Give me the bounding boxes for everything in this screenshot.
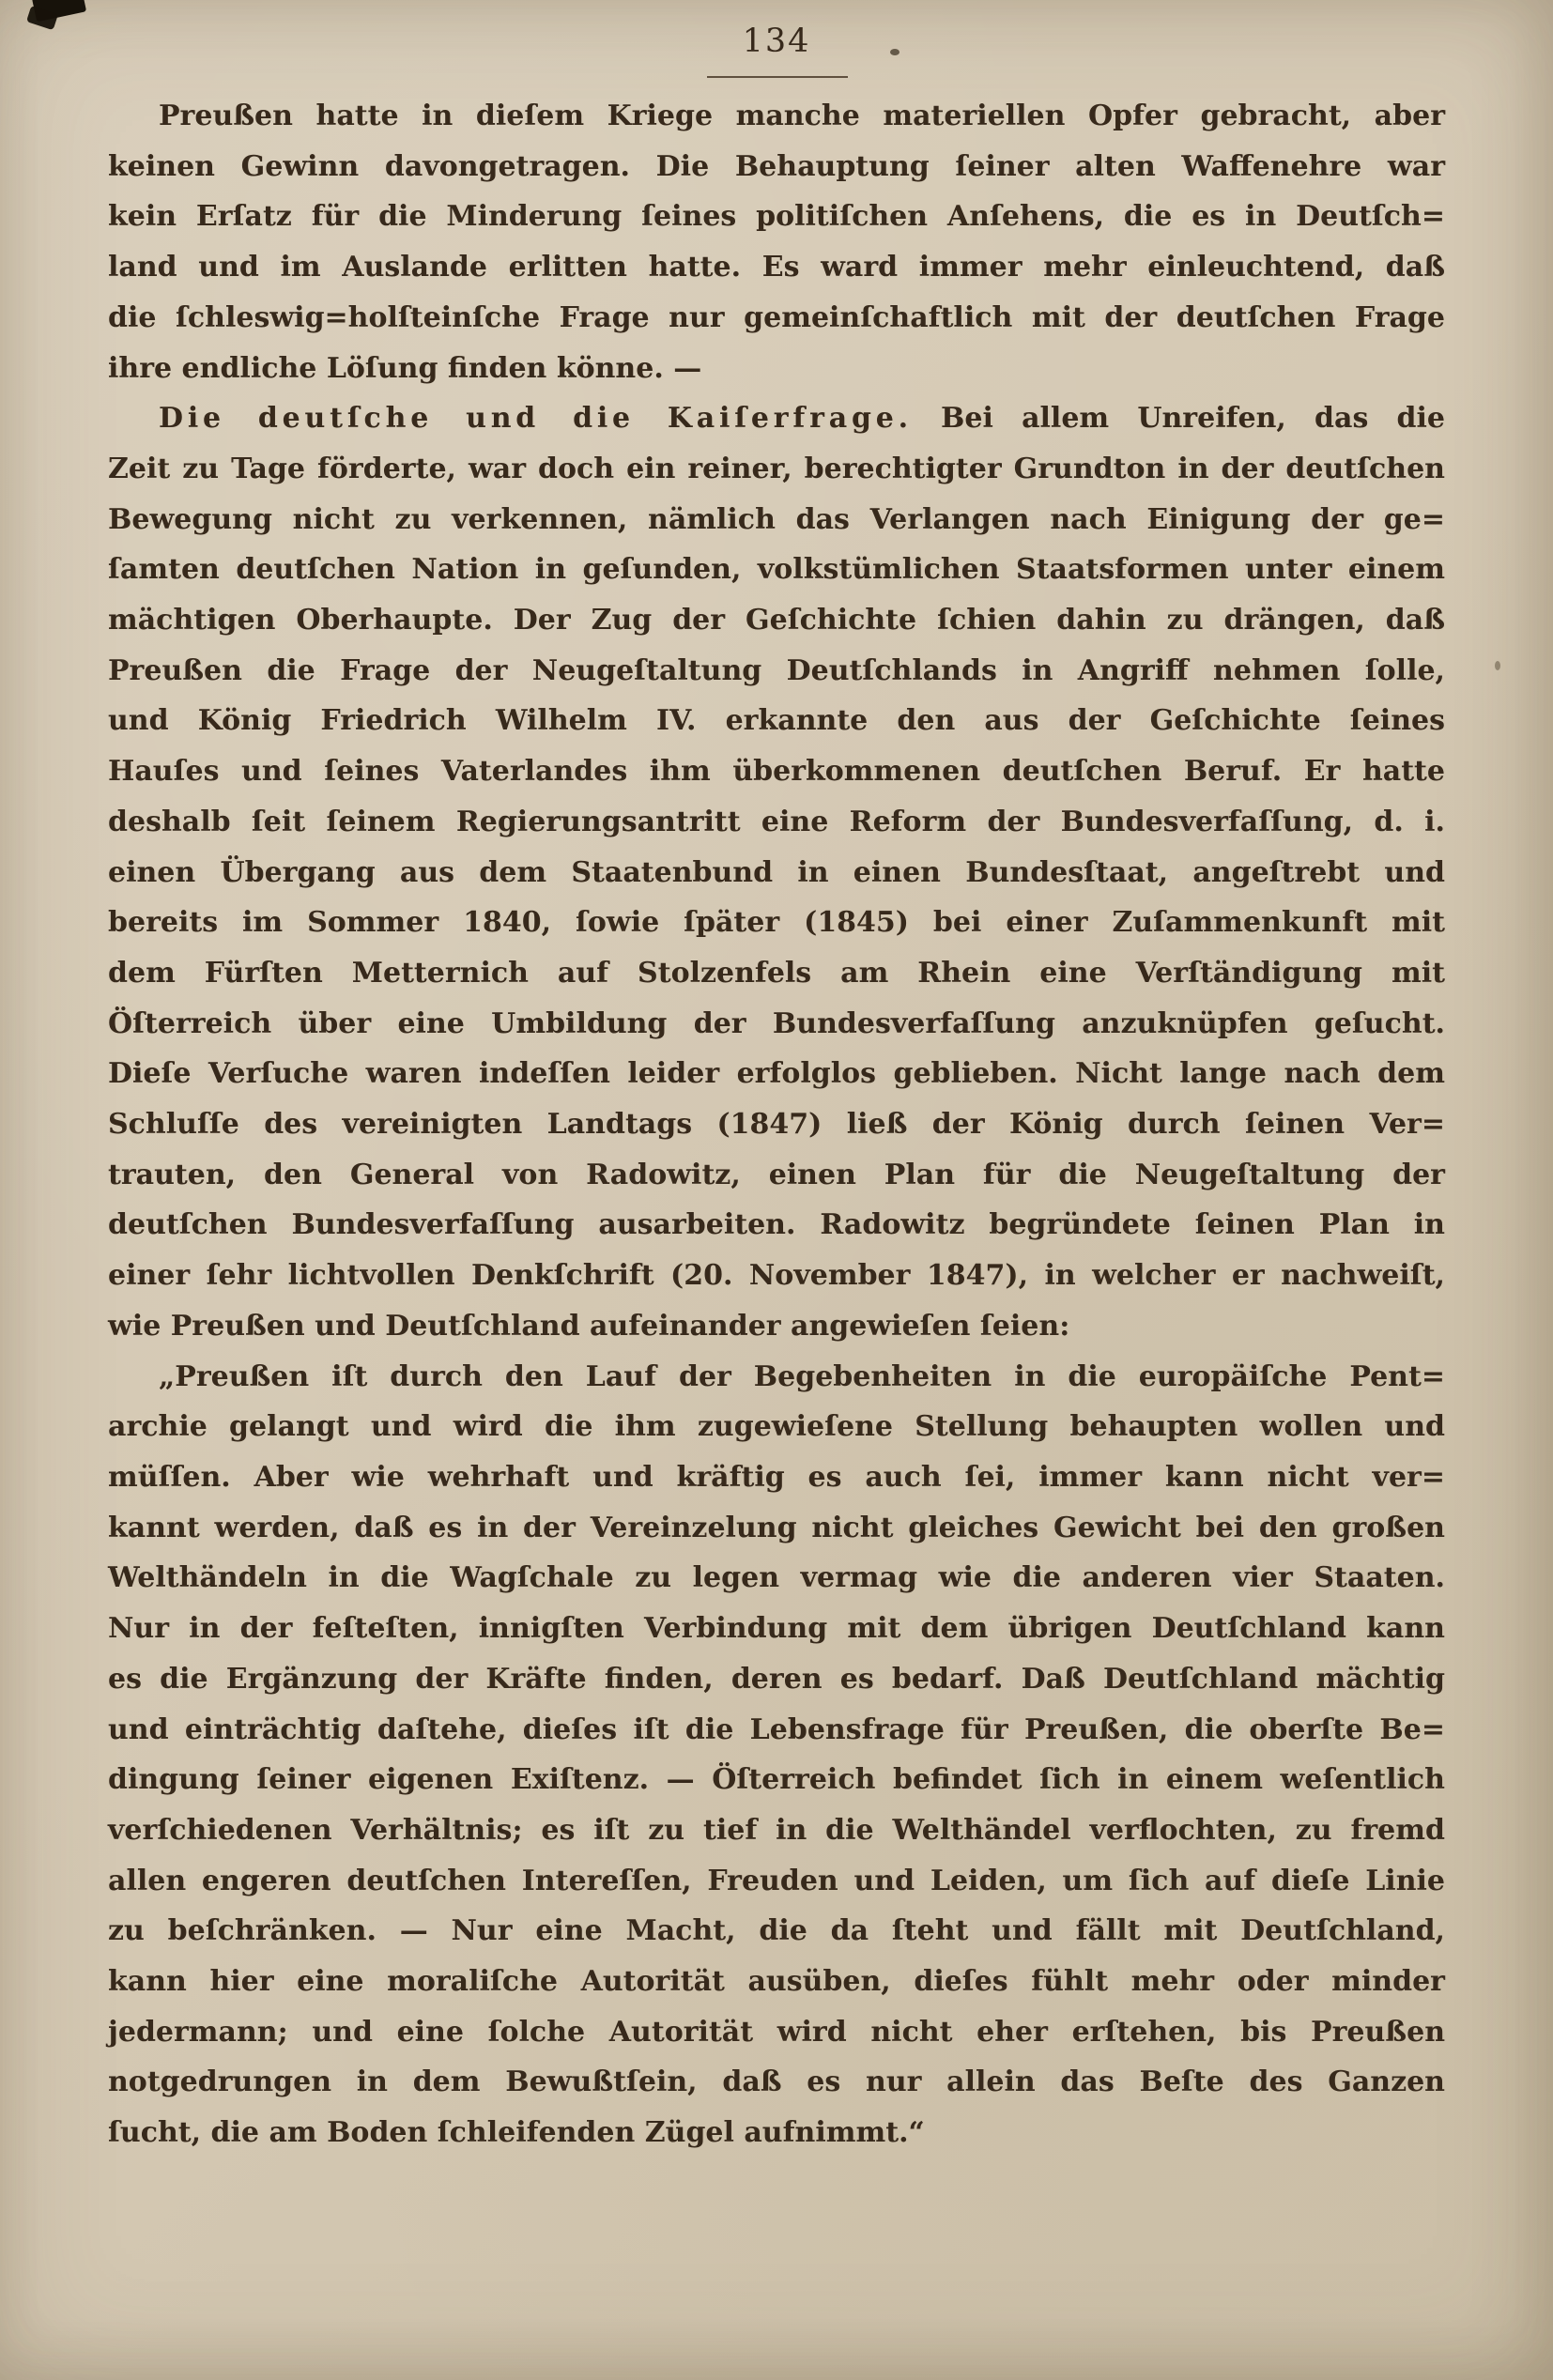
- text-line: „Preußen iſt durch den Lauf der Begebenheiten in die europäiſche Pent=: [159, 1359, 1445, 1393]
- text-line: Zeit zu Tage förderte, war doch ein reiner, berechtigter Grundton in der deutſchen: [108, 452, 1445, 485]
- text-line: Bewegung nicht zu verkennen, nämlich das Verlangen nach Einigung der ge=: [108, 502, 1445, 536]
- page-header: [108, 23, 1445, 60]
- text-line: es die Ergänzung der Kräfte finden, deren es bedarf. Daß Deutſchland mächtig: [108, 1662, 1445, 1696]
- text-line: mächtigen Oberhaupte. Der Zug der Geſchichte ſchien dahin zu drängen, daß: [108, 604, 1445, 637]
- text-line: kannt werden, daß es in der Vereinzelung nicht gleiches Gewicht bei den großen: [108, 1511, 1445, 1544]
- text-line: Schluſſe des vereinigten Landtags (1847) ließ der König durch ſeinen Ver=: [108, 1108, 1445, 1142]
- text-line: allen engeren deutſchen Intereſſen, Freuden und Leiden, um ſich auf dieſe Linie: [108, 1864, 1445, 1897]
- text-line: keinen Gewinn davongetragen. Die Behauptung ſeiner alten Waffenehre war: [108, 149, 1445, 183]
- text-line: zu beſchränken. — Nur eine Macht, die da ſteht und fällt mit Deutſchland,: [108, 1914, 1445, 1948]
- text-line: archie gelangt und wird die ihm zugewieſene Stellung behaupten wollen und: [108, 1410, 1445, 1444]
- text-line: Nur in der feſteſten, innigſten Verbindung mit dem übrigen Deutſchland kann: [108, 1612, 1445, 1646]
- text-line: kann hier eine moraliſche Autorität ausüben, dieſes fühlt mehr oder minder: [108, 1965, 1445, 1999]
- text-line: Dieſe Verſuche waren indeſſen leider erfolglos geblieben. Nicht lange nach dem: [108, 1057, 1445, 1091]
- text-line: Preußen hatte in dieſem Kriege manche materiellen Opfer gebracht, aber: [159, 100, 1445, 132]
- text-line: ſucht, die am Boden ſchleifenden Zügel aufnimmt.“: [108, 2116, 925, 2150]
- text-line: Öſterreich über eine Umbildung der Bundesverfaſſung anzuknüpfen geſucht.: [108, 1006, 1445, 1040]
- page-number: 134: [742, 23, 811, 60]
- text-line: Welthändeln in die Wagſchale zu legen vermag wie die anderen vier Staaten.: [108, 1561, 1445, 1595]
- text-line: ſamten deutſchen Nation in geſunden, volkstümlichen Staatsformen unter einem: [108, 553, 1445, 587]
- text-line: ihre endliche Löſung finden könne. —: [108, 351, 702, 385]
- paragraph: [108, 393, 1445, 1351]
- text-line: müſſen. Aber wie wehrhaft und kräftig es auch ſei, immer kann nicht ver=: [108, 1460, 1445, 1494]
- paragraph: [108, 1352, 1445, 2158]
- text-line: jedermann; und eine ſolche Autorität wird nicht eher erſtehen, bis Preußen: [108, 2015, 1445, 2049]
- text-line: trauten, den General von Radowitz, einen Plan für die Neugeſtaltung der: [108, 1158, 1445, 1191]
- text-line: einen Übergang aus dem Staatenbund in einen Bundesſtaat, angeſtrebt und: [108, 855, 1445, 889]
- text-line: die ſchleswig=holſteinſche Frage nur gemeinſchaftlich mit der deutſchen Frage: [108, 300, 1445, 334]
- text-line: Die deutſche und die Kaiſerfrage. Bei allem Unreifen, das die: [159, 402, 1445, 436]
- text-line: dingung ſeiner eigenen Exiſtenz. — Öſterreich befindet ſich in einem weſentlich: [108, 1763, 1445, 1797]
- text-line: und König Friedrich Wilhelm IV. erkannte den aus der Geſchichte ſeines: [108, 704, 1445, 738]
- text-line: land und im Auslande erlitten hatte. Es ward immer mehr einleuchtend, daß: [108, 251, 1445, 284]
- text-line: wie Preußen und Deutſchland aufeinander angewieſen ſeien:: [108, 1309, 1070, 1343]
- scan-artifact: [1495, 661, 1500, 670]
- text-line: verſchiedenen Verhältnis; es iſt zu tief in die Welthändel verflochten, zu fremd: [108, 1813, 1445, 1847]
- text-line: Hauſes und ſeines Vaterlandes ihm überkommenen deutſchen Beruf. Er hatte: [108, 755, 1445, 789]
- page-number-rule: [707, 76, 848, 78]
- paragraph: [108, 91, 1445, 393]
- text-line: dem Fürſten Metternich auf Stolzenfels am Rhein eine Verſtändigung mit: [108, 956, 1445, 990]
- text-line: kein Erſatz für die Minderung ſeines politiſchen Anſehens, die es in Deutſch=: [108, 200, 1445, 234]
- text-block: [108, 91, 1445, 2158]
- text-line: notgedrungen in dem Bewußtſein, daß es nur allein das Beſte des Ganzen: [108, 2065, 1445, 2099]
- text-line: Preußen die Frage der Neugeſtaltung Deutſchlands in Angriff nehmen ſolle,: [108, 653, 1445, 687]
- text-line: und einträchtig daſtehe, dieſes iſt die Lebensfrage für Preußen, die oberſte Be=: [108, 1712, 1445, 1746]
- text-line: deshalb ſeit ſeinem Regierungsantritt eine Reform der Bundesverfaſſung, d. i.: [108, 805, 1445, 838]
- text-line: deutſchen Bundesverfaſſung ausarbeiten. Radowitz begründete ſeinen Plan in: [108, 1208, 1445, 1242]
- spaced-heading: Die deutſche und die Kaiſerfrage.: [159, 402, 913, 436]
- text-line: einer ſehr lichtvollen Denkſchrift (20. November 1847), in welcher er nachweiſt,: [108, 1259, 1445, 1293]
- text-line: bereits im Sommer 1840, ſowie ſpäter (1845) bei einer Zuſammenkunft mit: [108, 906, 1445, 940]
